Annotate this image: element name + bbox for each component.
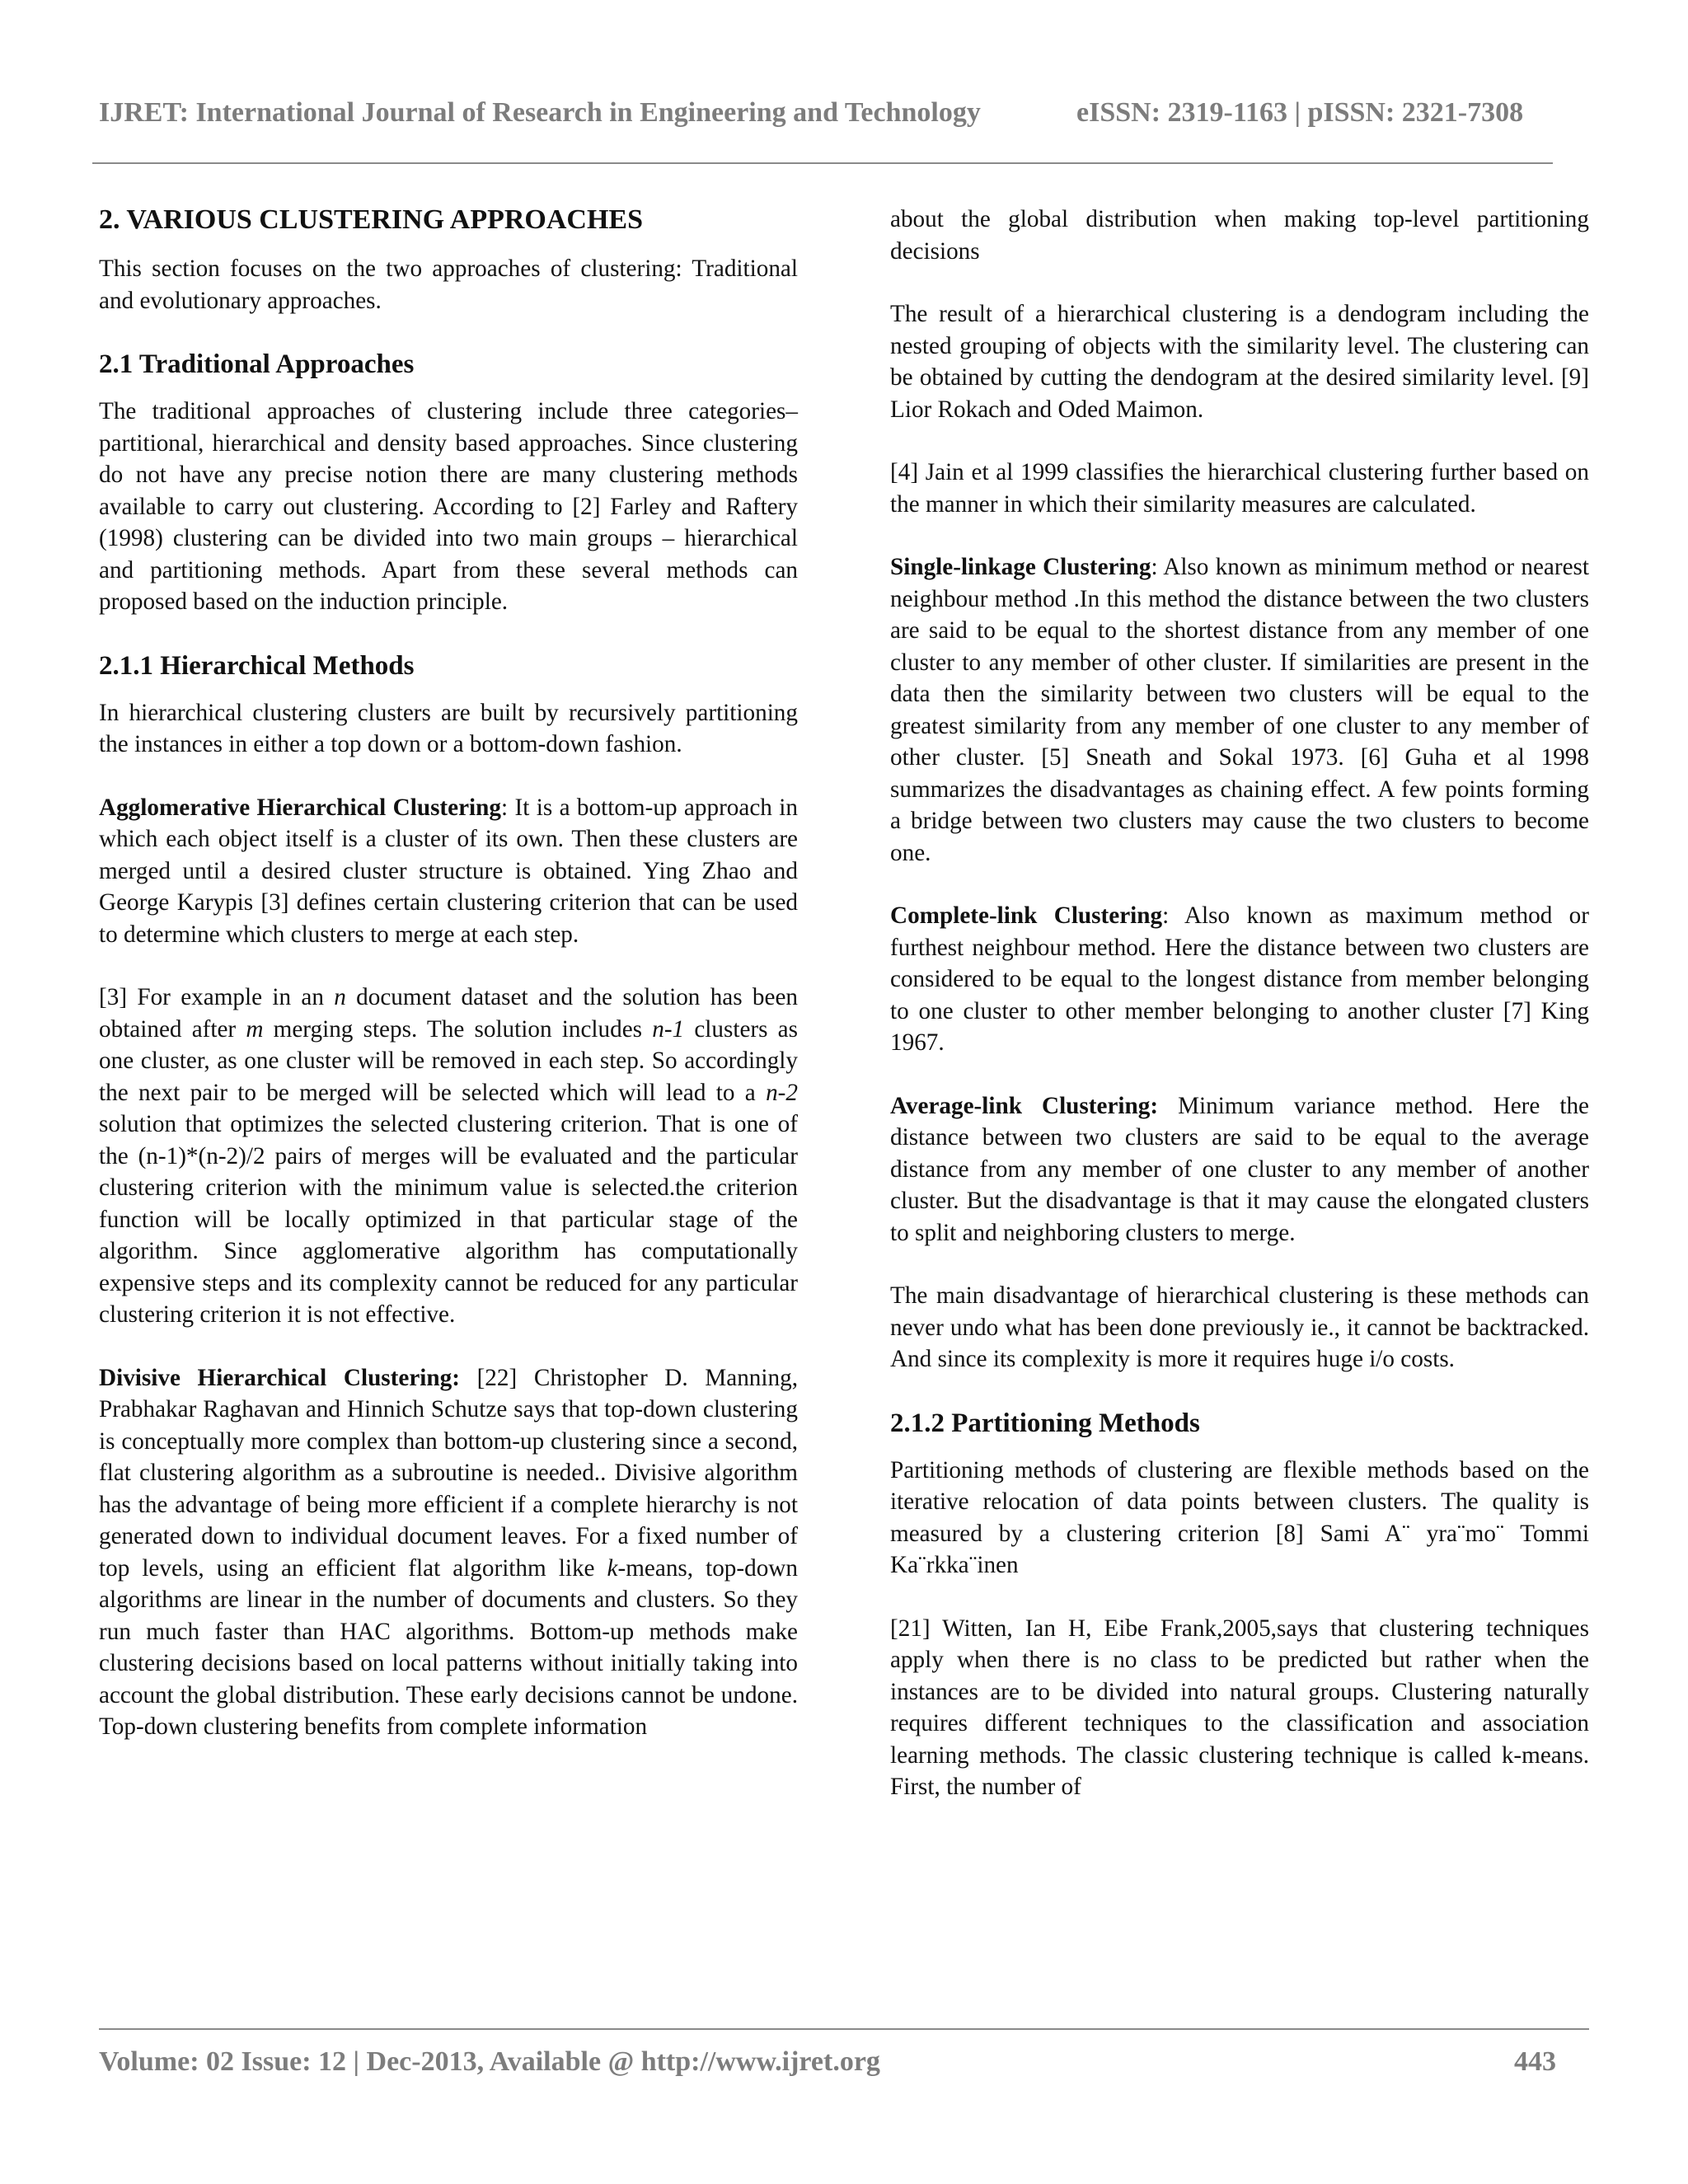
example-var-n2: n-2 bbox=[766, 1079, 798, 1106]
example-paragraph bbox=[99, 982, 798, 1331]
example-text-2: document dataset and the solution has been obtained after bbox=[99, 984, 799, 1043]
divisive-term: Divisive Hierarchical Clustering: bbox=[99, 1364, 460, 1391]
disadvantage-paragraph: The main disadvantage of hierarchical clustering is these methods can never undo what has been done previously ie., it cannot be backtracked. And since its complexity is more it requires huge i/o costs. bbox=[890, 1282, 1589, 1372]
complete-link-text: : Also known as maximum method or furthest neighbour method. Here the distance between two clusters are considered to be equal to the longest distance from member belonging to one cluster to other member belonging to another cluster [7] King 1967. bbox=[890, 902, 1589, 1056]
agglomerative-paragraph bbox=[99, 792, 798, 951]
footer-divider bbox=[99, 2028, 1589, 2030]
dendogram-paragraph: The result of a hierarchical clustering is a dendogram including the nested grouping of objects with the similarity level. The clustering can be obtained by cutting the dendogram at the desired similarity level. [9] Lior Rokach and Oded Maimon. bbox=[890, 301, 1589, 423]
subsection-title-traditional: 2.1 Traditional Approaches bbox=[99, 349, 415, 379]
traditional-paragraph: The traditional approaches of clustering include three categories–partitional, hierarchical and density based approaches. Since clustering do not have any precise notion there are many clustering methods available to carry out clustering. According to [2] Farley and Raftery (1998) clustering can be divided into two main groups – hierarchical and partitioning methods. Apart from these several methods can proposed based on the induction principle. bbox=[99, 398, 798, 615]
average-link-term: Average-link Clustering: bbox=[890, 1092, 1159, 1119]
right-column bbox=[890, 204, 1589, 1835]
continuation-paragraph: about the global distribution when making top-level partitioning decisions bbox=[890, 206, 1589, 265]
agglomerative-term: Agglomerative Hierarchical Clustering bbox=[99, 794, 501, 821]
divisive-var-k: k bbox=[607, 1554, 618, 1582]
hierarchical-paragraph: In hierarchical clustering clusters are built by recursively partitioning the instances in either a top down or a bottom-down fashion. bbox=[99, 699, 798, 757]
section-title: 2. VARIOUS CLUSTERING APPROACHES bbox=[99, 204, 643, 235]
volume-info: Volume: 02 Issue: 12 | Dec-2013, Available @ http://www.ijret.org bbox=[99, 2046, 880, 2077]
complete-link-paragraph bbox=[890, 900, 1589, 1059]
divisive-text-2: -means, top-down algorithms are linear in the number of documents and clusters. So they run much faster than HAC algorithms. Bottom-up methods make clustering decisions based on local patterns without initially taking into account the global distribution. These early decisions cannot be undone. Top-down clustering benefits from complete information bbox=[99, 1554, 798, 1740]
intro-paragraph: This section focuses on the two approaches of clustering: Traditional and evolutionary approaches. bbox=[99, 255, 798, 314]
complete-link-term: Complete-link Clustering bbox=[890, 902, 1163, 929]
issn-info: eISSN: 2319-1163 | pISSN: 2321-7308 bbox=[1076, 97, 1524, 128]
left-column bbox=[99, 204, 798, 1774]
example-text-3: merging steps. The solution includes bbox=[263, 1015, 653, 1043]
average-link-paragraph bbox=[890, 1090, 1589, 1249]
journal-title: IJRET: International Journal of Research in Engineering and Technology bbox=[99, 97, 981, 128]
example-text-5: solution that optimizes the selected clustering criterion. That is one of the (n-1)*(n-2)/2 pairs of merges will be evaluated and the particular clustering criterion with the minimum value is selected.the criterion function will be locally optimized in that particular stage of the algorithm. Since agglomerative algorithm has computationally expensive steps and its complexity cannot be reduced for any particular clustering criterion it is not effective. bbox=[99, 1111, 798, 1328]
average-link-text: Minimum variance method. Here the distance between two clusters are said to be equal to the average distance from any member of one cluster to any member of another cluster. But the disadvantage is that it may cause the elongated clusters to split and neighboring clusters to merge. bbox=[890, 1092, 1590, 1246]
single-linkage-paragraph bbox=[890, 551, 1589, 869]
page-number: 443 bbox=[1514, 2046, 1556, 2077]
partitioning-paragraph: Partitioning methods of clustering are flexible methods based on the iterative relocation of data points between clusters. The quality is measured by a clustering criterion [8] Sami A¨ yra¨mo¨ Tommi Ka¨rkka¨inen bbox=[890, 1456, 1589, 1578]
agglomerative-text: : It is a bottom-up approach in which each object itself is a cluster of its own. Then these clusters are merged until a desired cluster structure is obtained. Ying Zhao and George Karypis [3] defines certain clustering criterion that can be used to determine which clusters to merge at each step. bbox=[99, 794, 798, 948]
subsection-title-hierarchical: 2.1.1 Hierarchical Methods bbox=[99, 650, 415, 681]
divisive-paragraph bbox=[99, 1362, 798, 1743]
page-header bbox=[99, 97, 1550, 129]
page-footer bbox=[99, 2046, 1589, 2078]
witten-paragraph: [21] Witten, Ian H, Eibe Frank,2005,says that clustering techniques apply when there is no class to be predicted but rather when the instances are to be divided into natural groups. Clustering naturally requires different techniques to the classification and association learning methods. The classic clustering technique is called k-means. First, the number of bbox=[890, 1615, 1589, 1800]
header-divider bbox=[92, 162, 1553, 164]
example-var-n: n bbox=[334, 984, 346, 1010]
single-linkage-term: Single-linkage Clustering bbox=[890, 554, 1151, 580]
example-var-n1: n-1 bbox=[652, 1015, 685, 1043]
divisive-text-1: [22] Christopher D. Manning, Prabhakar Raghavan and Hinnich Schutze says that top-down clustering is conceptually more complex than bottom-up clustering since a second, flat clustering algorithm as a subroutine is needed.. Divisive algorithm has the advantage of being more efficient if a complete hierarchy is not generated down to individual document leaves. For a fixed number of top levels, using an efficient flat algorithm like bbox=[99, 1364, 798, 1582]
single-linkage-text: : Also known as minimum method or nearest neighbour method .In this method the distance between the two clusters are said to be equal to the shortest distance from any member of one cluster to any member of other cluster. If similarities are present in the data then the similarity between two clusters will be equal to the greatest similarity from any member of one cluster to any member of other cluster. [5] Sneath and Sokal 1973. [6] Guha et al 1998 summarizes the disadvantages as chaining effect. A few points forming a bridge between two clusters may cause the two clusters to become one. bbox=[890, 554, 1589, 866]
example-var-m: m bbox=[246, 1015, 264, 1043]
jain-paragraph: [4] Jain et al 1999 classifies the hierarchical clustering further based on the manner in which their similarity measures are calculated. bbox=[890, 459, 1589, 518]
example-text-4: clusters as one cluster, as one cluster will be removed in each step. So accordingly the next pair to be merged will be selected which will lead to a bbox=[99, 1015, 799, 1106]
subsection-title-partitioning: 2.1.2 Partitioning Methods bbox=[890, 1408, 1200, 1438]
example-text-1: [3] For example in an bbox=[99, 984, 335, 1010]
